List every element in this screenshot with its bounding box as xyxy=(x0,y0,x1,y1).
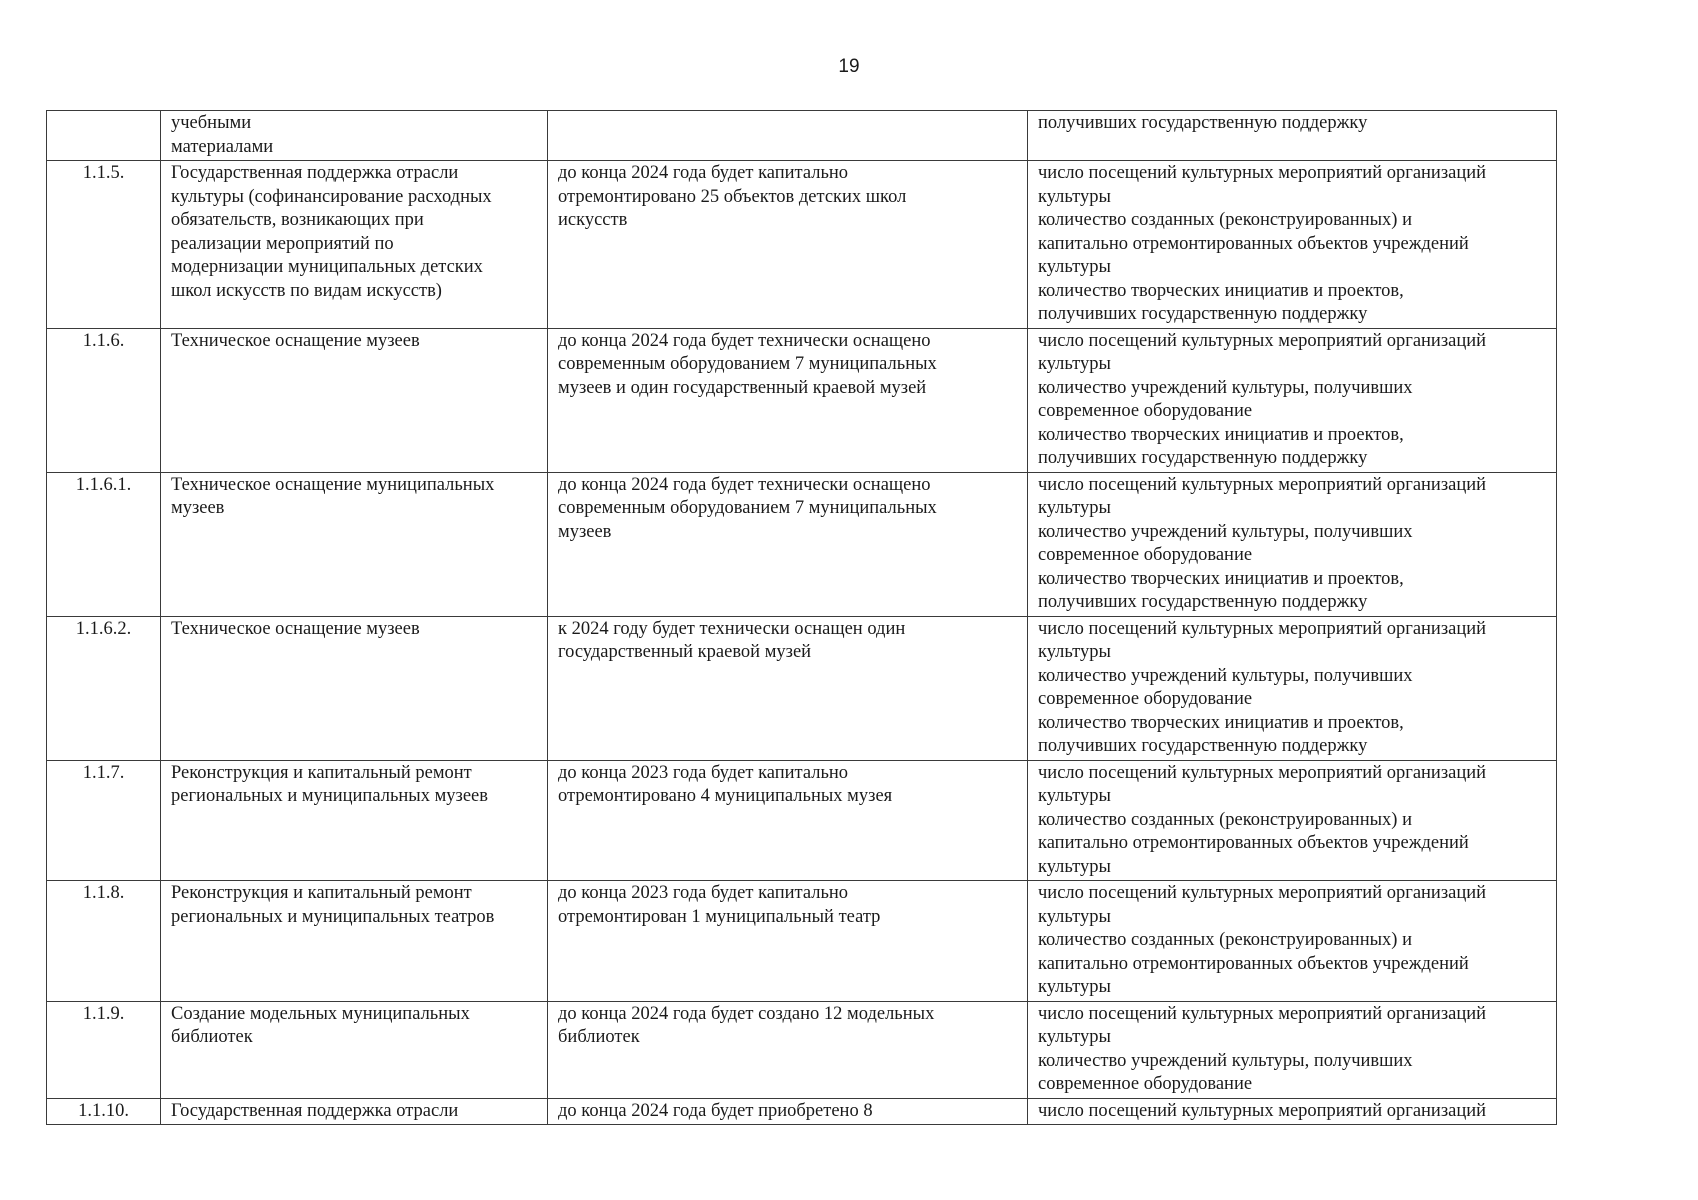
indicators-line: число посещений культурных мероприятий организаций xyxy=(1038,618,1487,639)
measure-name-line: Создание модельных муниципальных xyxy=(171,1003,470,1024)
indicators-cell xyxy=(1028,1098,1557,1125)
measure-name-line: школ искусств по видам искусств) xyxy=(171,280,442,301)
expected-result-cell xyxy=(548,472,1028,616)
expected-result-cell xyxy=(548,616,1028,760)
indicators-line: получивших государственную поддержку xyxy=(1038,113,1368,133)
expected-result-cell xyxy=(548,881,1028,1002)
measure-name-line: материалами xyxy=(171,136,274,157)
measure-name-cell xyxy=(161,472,548,616)
indicators-cell xyxy=(1028,1001,1557,1098)
indicators-line: число посещений культурных мероприятий организаций xyxy=(1038,163,1487,183)
indicators-line: культуры xyxy=(1038,977,1111,997)
expected-result-line: отремонтировано 4 муниципальных музея xyxy=(558,786,893,806)
indicators-cell xyxy=(1028,472,1557,616)
measure-number-cell: 1.1.6.2. xyxy=(47,616,161,760)
indicators-line: получивших государственную поддержку xyxy=(1038,736,1368,756)
indicators-line: современное оборудование xyxy=(1038,1074,1253,1094)
expected-result-line: к 2024 году будет технически оснащен один xyxy=(558,618,906,639)
measure-name-line: Реконструкция и капитальный ремонт xyxy=(171,883,472,903)
measure-number-cell: 1.1.5. xyxy=(47,161,161,329)
measure-name-line: Государственная поддержка отрасли xyxy=(171,1100,459,1121)
measure-number-cell: 1.1.7. xyxy=(47,760,161,881)
measure-name-line: культуры (софинансирование расходных xyxy=(171,186,492,207)
measure-number-cell xyxy=(47,111,161,161)
indicators-line: культуры xyxy=(1038,186,1111,207)
measure-name-line: Техническое оснащение муниципальных xyxy=(171,474,495,495)
indicators-line: капитально отремонтированных объектов учреждений xyxy=(1038,233,1469,254)
measure-name-line: региональных и муниципальных музеев xyxy=(171,786,489,806)
measure-name-line: региональных и муниципальных театров xyxy=(171,906,495,927)
measure-name-cell xyxy=(161,1001,548,1098)
expected-result-line: до конца 2023 года будет капитально xyxy=(558,762,849,783)
expected-result-line: до конца 2024 года будет приобретено 8 xyxy=(558,1100,873,1121)
table-row xyxy=(47,161,1557,329)
indicators-line: количество творческих инициатив и проектов, xyxy=(1038,280,1404,301)
indicators-cell xyxy=(1028,616,1557,760)
indicators-line: число посещений культурных мероприятий организаций xyxy=(1038,883,1487,903)
indicators-line: количество творческих инициатив и проектов, xyxy=(1038,568,1404,589)
expected-result-line: отремонтирован 1 муниципальный театр xyxy=(558,906,881,927)
indicators-line: культуры xyxy=(1038,786,1111,806)
measure-number-cell: 1.1.6. xyxy=(47,328,161,472)
indicators-line: количество творческих инициатив и проектов, xyxy=(1038,424,1404,445)
indicators-cell xyxy=(1028,881,1557,1002)
expected-result-cell xyxy=(548,1098,1028,1125)
measure-number-cell: 1.1.9. xyxy=(47,1001,161,1098)
expected-result-line: современным оборудованием 7 муниципальных xyxy=(558,498,937,518)
indicators-line: количество учреждений культуры, получивших xyxy=(1038,377,1413,398)
measure-name-line: Государственная поддержка отрасли xyxy=(171,163,459,183)
indicators-line: получивших государственную поддержку xyxy=(1038,592,1368,612)
measure-name-line: Реконструкция и капитальный ремонт xyxy=(171,762,472,783)
measure-name-cell xyxy=(161,111,548,161)
indicators-cell xyxy=(1028,760,1557,881)
expected-result-line: современным оборудованием 7 муниципальных xyxy=(558,354,937,374)
measure-name-cell xyxy=(161,1098,548,1125)
measure-name-cell xyxy=(161,760,548,881)
expected-result-line: музеев и один государственный краевой музей xyxy=(558,377,927,398)
indicators-line: современное оборудование xyxy=(1038,401,1253,421)
measure-name-line: обязательств, возникающих при xyxy=(171,210,424,230)
indicators-line: количество учреждений культуры, получивших xyxy=(1038,665,1413,686)
expected-result-cell xyxy=(548,760,1028,881)
indicators-line: капитально отремонтированных объектов учреждений xyxy=(1038,953,1469,974)
indicators-line: культуры xyxy=(1038,1027,1111,1047)
expected-result-line: до конца 2024 года будет технически оснащено xyxy=(558,330,931,351)
indicators-line: культуры xyxy=(1038,642,1111,662)
measure-name-cell xyxy=(161,328,548,472)
expected-result-line: отремонтировано 25 объектов детских школ xyxy=(558,186,907,207)
measure-number-cell: 1.1.6.1. xyxy=(47,472,161,616)
table-row xyxy=(47,760,1557,881)
table-row xyxy=(47,881,1557,1002)
indicators-line: получивших государственную поддержку xyxy=(1038,448,1368,468)
indicators-line: культуры xyxy=(1038,856,1111,877)
measure-name-line: учебными xyxy=(171,113,252,133)
measure-number-cell: 1.1.8. xyxy=(47,881,161,1002)
expected-result-line: до конца 2024 года будет капитально xyxy=(558,163,849,183)
indicators-line: количество учреждений культуры, получивших xyxy=(1038,521,1413,542)
indicators-line: современное оборудование xyxy=(1038,689,1253,709)
measure-name-cell xyxy=(161,881,548,1002)
expected-result-line: государственный краевой музей xyxy=(558,642,812,662)
indicators-cell xyxy=(1028,328,1557,472)
table-row xyxy=(47,1098,1557,1125)
measures-table-body xyxy=(47,111,1557,1125)
indicators-line: число посещений культурных мероприятий организаций xyxy=(1038,330,1487,351)
indicators-line: число посещений культурных мероприятий организаций xyxy=(1038,474,1487,495)
indicators-line: число посещений культурных мероприятий организаций xyxy=(1038,1003,1487,1024)
indicators-line: количество созданных (реконструированных) и xyxy=(1038,809,1412,830)
table-row xyxy=(47,328,1557,472)
indicators-line: число посещений культурных мероприятий организаций xyxy=(1038,1100,1487,1121)
measure-name-line: реализации мероприятий по xyxy=(171,233,394,254)
indicators-line: количество созданных (реконструированных) и xyxy=(1038,210,1412,230)
indicators-line: современное оборудование xyxy=(1038,545,1253,565)
measures-table xyxy=(46,110,1557,1125)
indicators-line: культуры xyxy=(1038,498,1111,518)
expected-result-cell xyxy=(548,111,1028,161)
indicators-line: количество учреждений культуры, получивших xyxy=(1038,1050,1413,1071)
measure-number-cell: 1.1.10. xyxy=(47,1098,161,1125)
expected-result-line: до конца 2024 года будет технически оснащено xyxy=(558,474,931,495)
table-row xyxy=(47,472,1557,616)
indicators-line: число посещений культурных мероприятий организаций xyxy=(1038,762,1487,783)
indicators-line: количество творческих инициатив и проектов, xyxy=(1038,712,1404,733)
table-row xyxy=(47,111,1557,161)
measure-name-line: модернизации муниципальных детских xyxy=(171,257,483,277)
program-measures-table xyxy=(46,110,1556,1125)
measure-name-line: библиотек xyxy=(171,1027,253,1047)
indicators-line: получивших государственную поддержку xyxy=(1038,304,1368,324)
indicators-line: культуры xyxy=(1038,906,1111,927)
measure-name-cell xyxy=(161,616,548,760)
indicators-cell xyxy=(1028,111,1557,161)
measure-name-line: Техническое оснащение музеев xyxy=(171,330,420,351)
indicators-cell xyxy=(1028,161,1557,329)
table-row xyxy=(47,1001,1557,1098)
expected-result-line: до конца 2023 года будет капитально xyxy=(558,883,849,903)
expected-result-line: библиотек xyxy=(558,1027,640,1047)
expected-result-cell xyxy=(548,1001,1028,1098)
expected-result-line: музеев xyxy=(558,521,612,542)
page-number: 19 xyxy=(838,56,860,77)
indicators-line: капитально отремонтированных объектов учреждений xyxy=(1038,833,1469,853)
expected-result-cell xyxy=(548,161,1028,329)
indicators-line: культуры xyxy=(1038,354,1111,374)
expected-result-cell xyxy=(548,328,1028,472)
indicators-line: культуры xyxy=(1038,257,1111,277)
measure-name-cell xyxy=(161,161,548,329)
measure-name-line: Техническое оснащение музеев xyxy=(171,618,420,639)
indicators-line: количество созданных (реконструированных) и xyxy=(1038,930,1412,950)
measure-name-line: музеев xyxy=(171,498,225,518)
table-row xyxy=(47,616,1557,760)
expected-result-line: искусств xyxy=(558,210,628,230)
expected-result-line: до конца 2024 года будет создано 12 модельных xyxy=(558,1003,935,1024)
